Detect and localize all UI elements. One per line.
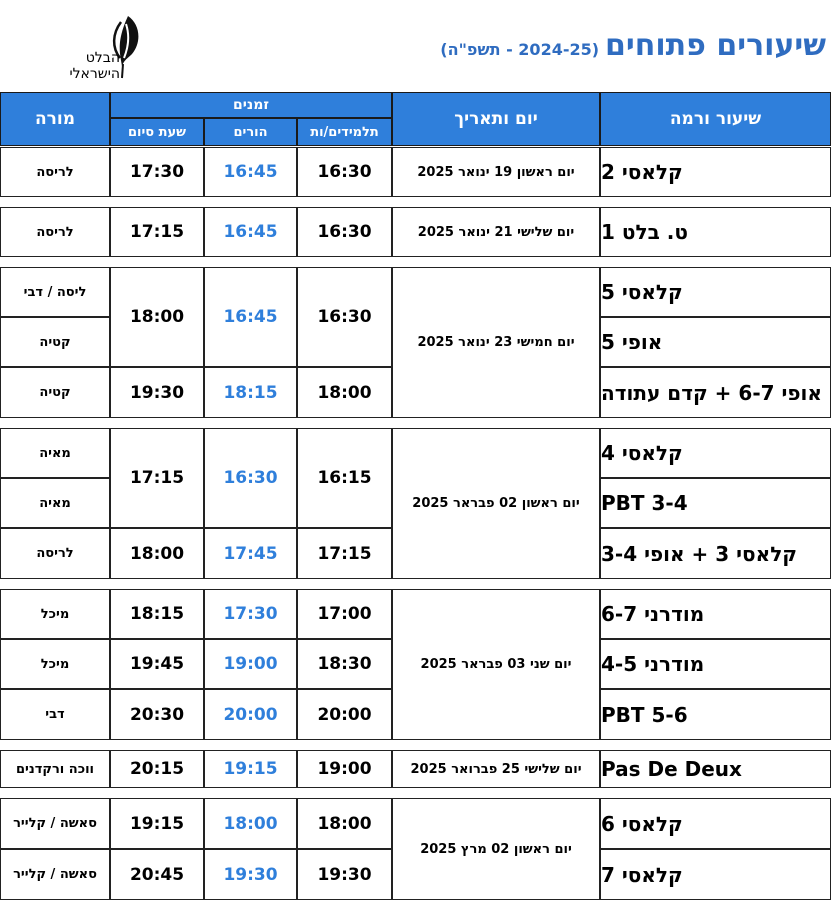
column-header-lesson: שיעור ורמה xyxy=(600,92,831,146)
teacher-cell: ווכה ורקדנים xyxy=(0,750,110,788)
column-header-date: יום ותאריך xyxy=(392,92,600,146)
end-time-cell: 20:15 xyxy=(110,750,204,788)
teacher-cell: קטיה xyxy=(0,367,110,418)
teacher-cell: לריסה xyxy=(0,147,110,197)
teacher-cell: ליסה / דבי xyxy=(0,267,110,317)
lesson-cell: קלאסי 3 + אופי 3-4 xyxy=(600,528,831,579)
end-time-cell: 19:15 xyxy=(110,798,204,849)
logo xyxy=(40,10,150,85)
parents-time-cell: 19:30 xyxy=(204,849,297,900)
title-subtitle: (2024-25 - תשפ"ה) xyxy=(440,40,600,59)
column-header-end: שעת סיום xyxy=(110,118,204,146)
lesson-cell: קלאסי 5 xyxy=(600,267,831,317)
date-cell: יום ראשון 02 פבראר 2025 xyxy=(392,428,600,579)
end-time-cell: 18:00 xyxy=(110,267,204,367)
lesson-cell: קלאסי 4 xyxy=(600,428,831,478)
students-time-cell: 17:00 xyxy=(297,589,392,639)
teacher-cell: מאיה xyxy=(0,478,110,528)
students-time-cell: 16:30 xyxy=(297,267,392,367)
end-time-cell: 20:30 xyxy=(110,689,204,740)
end-time-cell: 17:15 xyxy=(110,207,204,257)
lesson-cell: קלאסי 2 xyxy=(600,147,831,197)
end-time-cell: 20:45 xyxy=(110,849,204,900)
teacher-cell: מיכל xyxy=(0,589,110,639)
students-time-cell: 16:30 xyxy=(297,147,392,197)
date-cell: יום שלישי 21 ינואר 2025 xyxy=(392,207,600,257)
column-header-teacher: מורה xyxy=(0,92,110,146)
lesson-cell: PBT 3-4 xyxy=(600,478,831,528)
students-time-cell: 17:15 xyxy=(297,528,392,579)
end-time-cell: 19:45 xyxy=(110,639,204,689)
students-time-cell: 18:30 xyxy=(297,639,392,689)
column-header-students: תלמידים/ות xyxy=(297,118,392,146)
end-time-cell: 18:15 xyxy=(110,589,204,639)
column-header-parents: הורים xyxy=(204,118,297,146)
lesson-cell: אופי 6-7 + קדם עתודה xyxy=(600,367,831,418)
column-header-times: זמנים xyxy=(110,92,392,118)
date-cell: יום ראשון 02 מרץ 2025 xyxy=(392,798,600,900)
students-time-cell: 20:00 xyxy=(297,689,392,740)
logo-text-line1: הבלט xyxy=(85,50,120,66)
teacher-cell: מיכל xyxy=(0,639,110,689)
end-time-cell: 17:30 xyxy=(110,147,204,197)
lesson-cell: מודרני 4-5 xyxy=(600,639,831,689)
lesson-cell: קלאסי 6 xyxy=(600,798,831,849)
lesson-cell: ט. בלט 1 xyxy=(600,207,831,257)
teacher-cell: מאיה xyxy=(0,428,110,478)
students-time-cell: 16:15 xyxy=(297,428,392,528)
end-time-cell: 18:00 xyxy=(110,528,204,579)
teacher-cell: לריסה xyxy=(0,528,110,579)
students-time-cell: 18:00 xyxy=(297,798,392,849)
teacher-cell: סאשה / קלייר xyxy=(0,798,110,849)
end-time-cell: 17:15 xyxy=(110,428,204,528)
date-cell: יום שני 03 פבראר 2025 xyxy=(392,589,600,740)
date-cell: יום שלישי 25 פברואר 2025 xyxy=(392,750,600,788)
parents-time-cell: 16:45 xyxy=(204,147,297,197)
teacher-cell: לריסה xyxy=(0,207,110,257)
parents-time-cell: 19:00 xyxy=(204,639,297,689)
parents-time-cell: 16:45 xyxy=(204,267,297,367)
date-cell: יום ראשון 19 ינואר 2025 xyxy=(392,147,600,197)
lesson-cell: Pas De Deux xyxy=(600,750,831,788)
parents-time-cell: 18:15 xyxy=(204,367,297,418)
page-title xyxy=(440,28,826,63)
parents-time-cell: 17:30 xyxy=(204,589,297,639)
parents-time-cell: 16:45 xyxy=(204,207,297,257)
date-cell: יום חמישי 23 ינואר 2025 xyxy=(392,267,600,418)
parents-time-cell: 17:45 xyxy=(204,528,297,579)
lesson-cell: קלאסי 7 xyxy=(600,849,831,900)
end-time-cell: 19:30 xyxy=(110,367,204,418)
lesson-cell: אופי 5 xyxy=(600,317,831,367)
students-time-cell: 19:00 xyxy=(297,750,392,788)
teacher-cell: דבי xyxy=(0,689,110,740)
parents-time-cell: 16:30 xyxy=(204,428,297,528)
parents-time-cell: 18:00 xyxy=(204,798,297,849)
students-time-cell: 18:00 xyxy=(297,367,392,418)
title-main: שיעורים פתוחים xyxy=(605,28,826,63)
teacher-cell: סאשה / קלייר xyxy=(0,849,110,900)
page-header xyxy=(0,0,831,91)
lesson-cell: PBT 5-6 xyxy=(600,689,831,740)
teacher-cell: קטיה xyxy=(0,317,110,367)
logo-text-line2: הישראלי xyxy=(69,66,120,82)
students-time-cell: 19:30 xyxy=(297,849,392,900)
lesson-cell: מודרני 6-7 xyxy=(600,589,831,639)
parents-time-cell: 20:00 xyxy=(204,689,297,740)
parents-time-cell: 19:15 xyxy=(204,750,297,788)
students-time-cell: 16:30 xyxy=(297,207,392,257)
